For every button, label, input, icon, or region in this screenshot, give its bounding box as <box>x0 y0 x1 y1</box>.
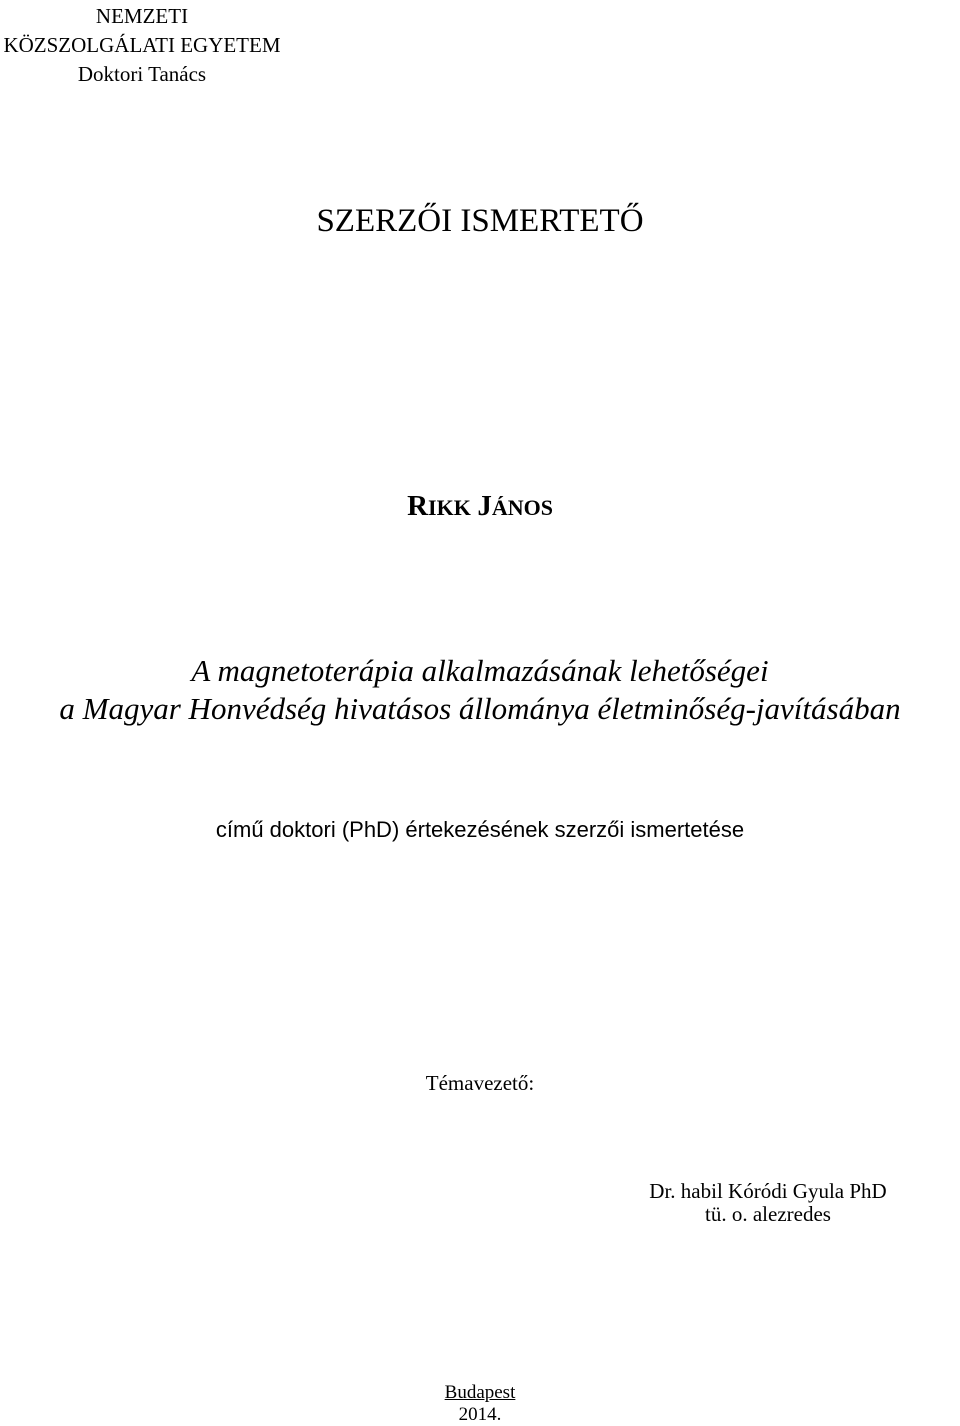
place-date-block <box>0 1382 960 1426</box>
author-first-initial: R <box>407 490 429 522</box>
author-name <box>0 490 960 524</box>
institution-block <box>0 2 284 89</box>
document-subtitle: című doktori (PhD) értekezésének szerzői ismertetése <box>215 817 745 842</box>
publication-year: 2014. <box>458 1404 502 1425</box>
author-last-rest: ÁNOS <box>491 495 553 520</box>
place-city: Budapest <box>444 1382 516 1403</box>
supervisor-block <box>618 1180 918 1226</box>
institution-line-1: NEMZETI <box>95 4 189 28</box>
thesis-title <box>0 652 960 728</box>
document-title: SZERZŐI ISMERTETŐ <box>316 203 644 239</box>
author-last-initial: J <box>477 490 492 522</box>
institution-line-2: KÖZSZOLGÁLATI EGYETEM <box>3 33 281 57</box>
supervisor-name: Dr. habil Kóródi Gyula PhD <box>649 1179 887 1203</box>
thesis-title-line-1: A magnetoterápia alkalmazásának lehetőségei <box>191 653 769 688</box>
institution-line-3: Doktori Tanács <box>77 62 207 86</box>
supervisor-label: Témavezető: <box>425 1071 535 1095</box>
thesis-title-line-2: a Magyar Honvédség hivatásos állománya életminőség-javításában <box>59 691 901 726</box>
supervisor-rank: tü. o. alezredes <box>705 1202 831 1226</box>
author-first-rest: IKK <box>428 495 471 520</box>
